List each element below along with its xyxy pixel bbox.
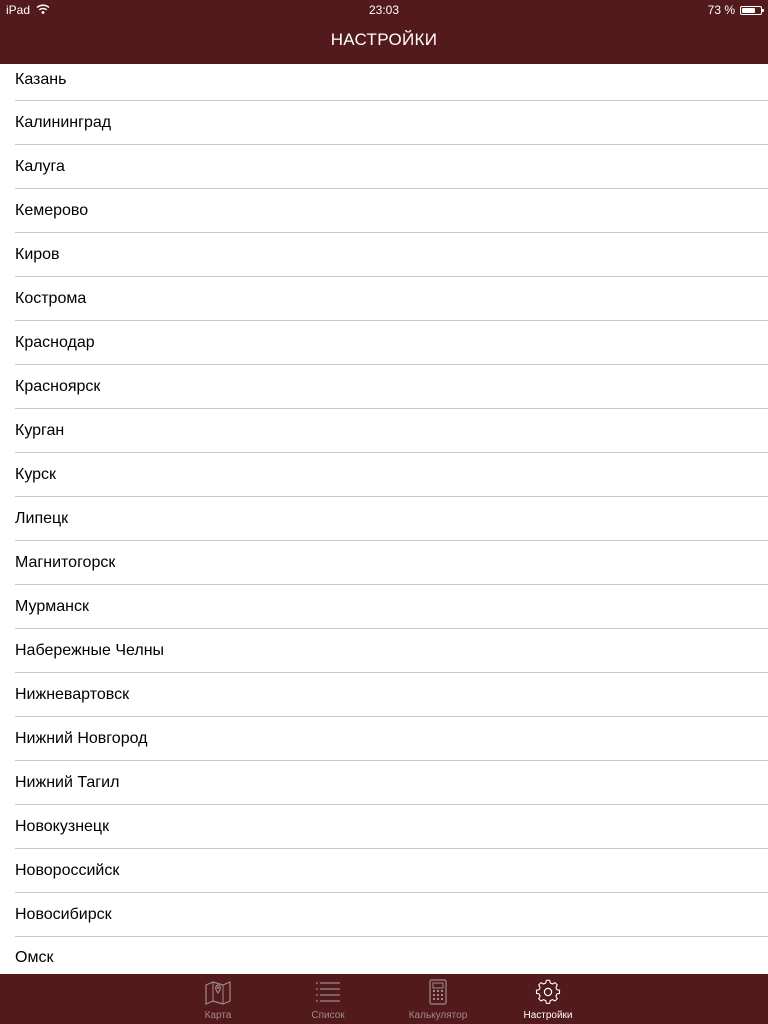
city-name: Омск	[15, 949, 54, 966]
tab-label: Настройки	[523, 1010, 573, 1021]
city-name: Мурманск	[15, 598, 89, 615]
city-name: Нижневартовск	[15, 686, 130, 703]
city-list[interactable]	[0, 64, 768, 974]
tab-calculator[interactable]	[383, 974, 493, 1024]
city-name: Киров	[15, 246, 60, 263]
city-name: Новокузнецк	[15, 818, 110, 835]
tab-settings[interactable]	[493, 974, 603, 1024]
list-item[interactable]	[0, 673, 768, 717]
city-name: Магнитогорск	[15, 554, 116, 571]
status-time: 23:03	[368, 3, 400, 17]
tab-label: Калькулятор	[408, 1010, 468, 1021]
city-name: Краснодар	[15, 334, 95, 351]
list-item[interactable]	[0, 937, 768, 974]
city-name: Казань	[15, 71, 67, 88]
list-item[interactable]	[0, 233, 768, 277]
list-item[interactable]	[0, 277, 768, 321]
battery-level	[742, 8, 755, 13]
list-item[interactable]	[0, 585, 768, 629]
battery-icon	[740, 6, 762, 15]
city-name: Калуга	[15, 158, 65, 175]
list-item[interactable]	[0, 189, 768, 233]
list-item[interactable]	[0, 497, 768, 541]
city-name: Нижний Новгород	[15, 730, 148, 747]
city-name: Курган	[15, 422, 65, 439]
battery-percent: 73 %	[707, 3, 735, 17]
city-name: Новороссийск	[15, 862, 120, 879]
gear-icon	[534, 979, 562, 1005]
city-name: Кемерово	[15, 202, 89, 219]
tab-map[interactable]	[163, 974, 273, 1024]
calculator-icon	[424, 979, 452, 1005]
list-item[interactable]	[0, 453, 768, 497]
device-name: iPad	[6, 3, 31, 17]
tab-label: Список	[311, 1010, 345, 1021]
city-name: Липецк	[15, 510, 69, 527]
city-name: Нижний Тагил	[15, 774, 120, 791]
city-name: Новосибирск	[15, 906, 112, 923]
list-item[interactable]	[0, 365, 768, 409]
list-item[interactable]	[0, 629, 768, 673]
map-icon	[204, 979, 232, 1005]
city-name: Курск	[15, 466, 57, 483]
list-item[interactable]	[0, 893, 768, 937]
tab-label: Карта	[204, 1010, 232, 1021]
list-item[interactable]	[0, 805, 768, 849]
city-name: Красноярск	[15, 378, 101, 395]
city-name: Калининград	[15, 114, 112, 131]
tab-bar	[0, 974, 768, 1024]
list-item[interactable]	[0, 101, 768, 145]
city-name: Набережные Челны	[15, 642, 165, 659]
list-item[interactable]	[0, 541, 768, 585]
status-bar	[0, 0, 768, 20]
tab-list[interactable]	[273, 974, 383, 1024]
list-item[interactable]	[0, 321, 768, 365]
list-item[interactable]	[0, 761, 768, 805]
list-item[interactable]	[0, 64, 768, 101]
navigation-bar	[0, 0, 768, 64]
list-item[interactable]	[0, 409, 768, 453]
list-icon	[314, 979, 342, 1005]
list-item[interactable]	[0, 717, 768, 761]
city-name: Кострома	[15, 290, 87, 307]
list-item[interactable]	[0, 849, 768, 893]
list-item[interactable]	[0, 145, 768, 189]
page-title: НАСТРОЙКИ	[330, 30, 438, 49]
